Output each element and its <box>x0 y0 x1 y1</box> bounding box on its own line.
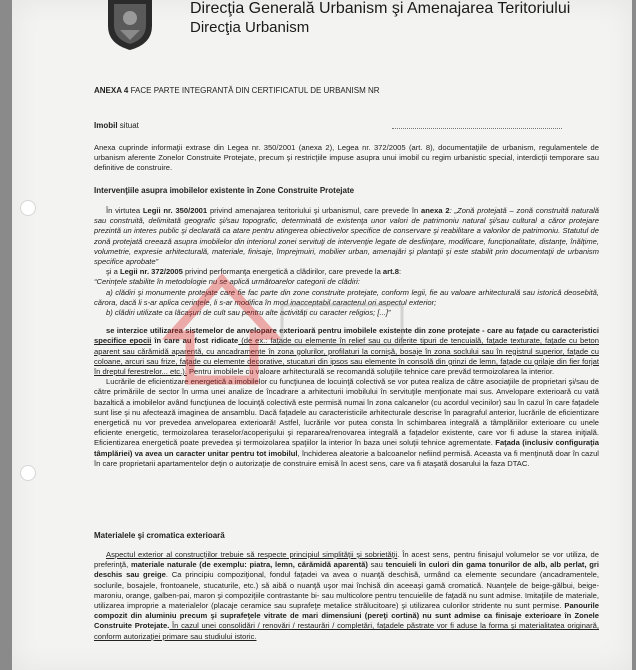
materials-paragraph: Aspectul exterior al construcţiilor trebuie să respecte principiul simplităţii şi sobrietăţii. În acest sens, pentru finisajul volumelor se vor utiliza, de preferinţă, materiale naturale (de exemplu: piatra, lemn, cărămidă aparentă) sau tencuieli în culori din gama tonurilor de alb, alb perlat, gri deschis sau greige. Ca principiu compoziţional, fondul faţadei va avea o nuanţă deschisă, urmând ca elemente secundare (ancadramentele, soclurile, bosajele, frontoanele, stucaturile, etc.) să aibă o nuanţă uşor mai închisă din aceeaşi gamă cromatică. Nuanţele de beige-gălbui, beige-maroniu, orange, galben-pai, maron şi compoziţiile contrastante bi- sau multicolore pentru tencuielile de faţadă nu sunt admise. Imitaţiile de materiale, utilizarea improprie a materialelor (placaje ceramice sau suprafeţe metalice strălucitoare) şi utilizarea culorilor stridente nu sunt permise. Panourile compozit din aluminiu precum şi suprafeţele vitrate de mari dimensiuni (pereţi cortină) nu sunt admise ca finisaje exterioare în Zonele Construite Protejate. În cazul unei consolidări / renovări / restaurări / completări, faţadele păstrate vor fi aduse la forma şi materialitatea originară, conform autorizaţiei primare sau studiului istoric. <box>94 550 600 641</box>
quote-item-a: a) clădiri şi monumente protejate care fie fac parte din zone construite protejate, conform legii, fie au valoare arhitecturală sau istorică deosebită, cărora, dacă li s-ar aplica cerinţele, li s-ar modifica în mod inacceptabil caracterul ori aspectul exterior; <box>94 287 599 307</box>
quote-item-b: b) clădiri utilizate ca lăcaşuri de cult sau pentru alte activităţi cu caracter religios; [...]” <box>106 308 391 318</box>
header <box>190 0 570 38</box>
annex-title <box>94 86 380 95</box>
intro-paragraph: Anexa cuprinde informaţii extrase din Legea nr. 350/2001 (anexa 2), Legea nr. 372/2005 (art. 8), documentaţiile de urbanism, regulamentele de urbanism aferente Zonelor Construite Protejate, precum şi restricţiile impuse asupra unui imobil cu regim urbanistic special, interdicţii temporare sau definitive de construire. <box>94 143 599 173</box>
coat-of-arms-icon <box>100 0 160 50</box>
section-interventions-title: Intervenţiile asupra imobilelor existente în Zone Construite Protejate <box>94 186 355 195</box>
binder-hole <box>20 200 36 216</box>
annex-number: ANEXA 4 <box>94 86 129 95</box>
header-directorate: Direcţia Generală Urbanism şi Amenajarea Teritoriului <box>190 0 571 17</box>
property-situated: situat <box>117 121 139 130</box>
fill-in-line <box>392 128 562 129</box>
document-page <box>12 0 632 670</box>
quote-intro: “Cerinţele stabilite în metodologie nu se aplică următoarelor categorii de clădiri: <box>94 277 360 287</box>
property-label: Imobil <box>94 121 118 130</box>
section-materials-title: Materialele şi cromatica exterioară <box>94 531 225 540</box>
energy-efficiency-paragraph: Lucrările de eficientizare energetică a imobilelor cu funcţiunea de locuinţă colectivă se vor putea realiza de către asociaţiile de proprietari şi/sau de către primăriile de sector în urma unei analize de încadrare a arhitecturii imobilului în servituţile menţionate mai sus. Anvelopare exterioară cu vată bazaltică a imobilelor având funcţiunea de locuinţă colectivă este permisă numai în zona calcanelor (cu acordul vecinilor) sau în cazul în care faţadele sunt lise şi nu afectează imaginea de ansamblu. Dacă faţadele au caracteristicile arhitecturale descrise în paragraful anterior, lucrările de eficientizare energetică nu vor prevedea anveloparea exterioară! Astfel, lucrările vor putea consta în schimbarea integrală a tâmplăriilor exterioare cu unele eficiente energetic, termoizolarea teraselor/acoperişului şi repararea/renovarea integrală a faţadelor existente, care vor fi aduse la starea iniţială. Eficientizarea energetică poate prevedea şi termoizolarea spaţiilor la interior în baza unei soluţii tehnice agrementate. Faţada (inclusiv configuraţia tâmplăriei) va avea un caracter unitar pentru tot imobilul, închiderea aleatorie a balcoanelor nefiind permisă. Aceasta va fi menţinută doar în cazul în care proprietarii apartamentelor deţin o autorizaţie de construire emisă în acest sens, care va fi ataşată dosarului la faza DTAC. <box>94 377 599 468</box>
law-350-paragraph: În virtutea Legii nr. 350/2001 privind amenajarea teritoriului şi urbanismul, care prevede în anexa 2: „Zonă protejată – zonă construită naturală sau construită, delimitată geografic şi/sau topografic, determinată de existenţa unor valori de patrimoniu natural şi/sau cultural a căror protejare prezintă un interes public şi declarată ca atare pentru atingerea obiectivelor specifice de conservare şi reabilitare a valorilor de patrimoniu. Statutul de zonă protejată creează asupra imobilelor din interiorul zonei servituţi de intervenţie legate de desfiinţare, modificare, funcţionalitate, distanţe, înălţime, volumetrie, expresie arhitecturală, materiale, finisaje, împrejmuiri, mobilier urban, amenajări şi plantaţii şi este stabilit prin documentaţii de urbanism specifice aprobate” <box>94 206 599 267</box>
header-department: Direcţia Urbanism <box>190 19 310 36</box>
binder-hole <box>20 465 36 481</box>
annex-subtitle: FACE PARTE INTEGRANTĂ DIN CERTIFICATUL DE URBANISM NR <box>128 86 380 95</box>
section-materials-body <box>94 550 599 642</box>
property-location <box>94 121 139 130</box>
section-interventions-body <box>94 206 599 469</box>
law-372-paragraph: şi a Legii nr. 372/2005 privind performanţa energetică a clădirilor, care prevede la art.8: <box>106 267 402 277</box>
insulation-prohibition-paragraph: se interzice utilizarea sistemelor de anvelopare exterioară pentru imobilele existente din zone protejate - care au faţade cu caracteristici specifice epocii în care au fost ridicate (de ex.: faţade cu elemente în relief sau cu diferite tipuri de tencuială, faţade texturate, faţade cu beton aparent sau cărămidă aparentă, cu ancadramente în zona golurilor, profilaturi la cornişă, bosaje în zona soclului sau în registrul superior, faţade cu coloane, arcuri sau frize, faţade cu elemente decorative, stucaturi din ipsos sau elemente în consolă din grinzi de lemn, faţade cu grilaje din fier forjat în dreptul ferestrelor... etc.). Pentru imobilele cu valoare arhitecturală se recomandă soluţiile tehnice care prevăd termoizolarea la interior. <box>94 326 600 377</box>
